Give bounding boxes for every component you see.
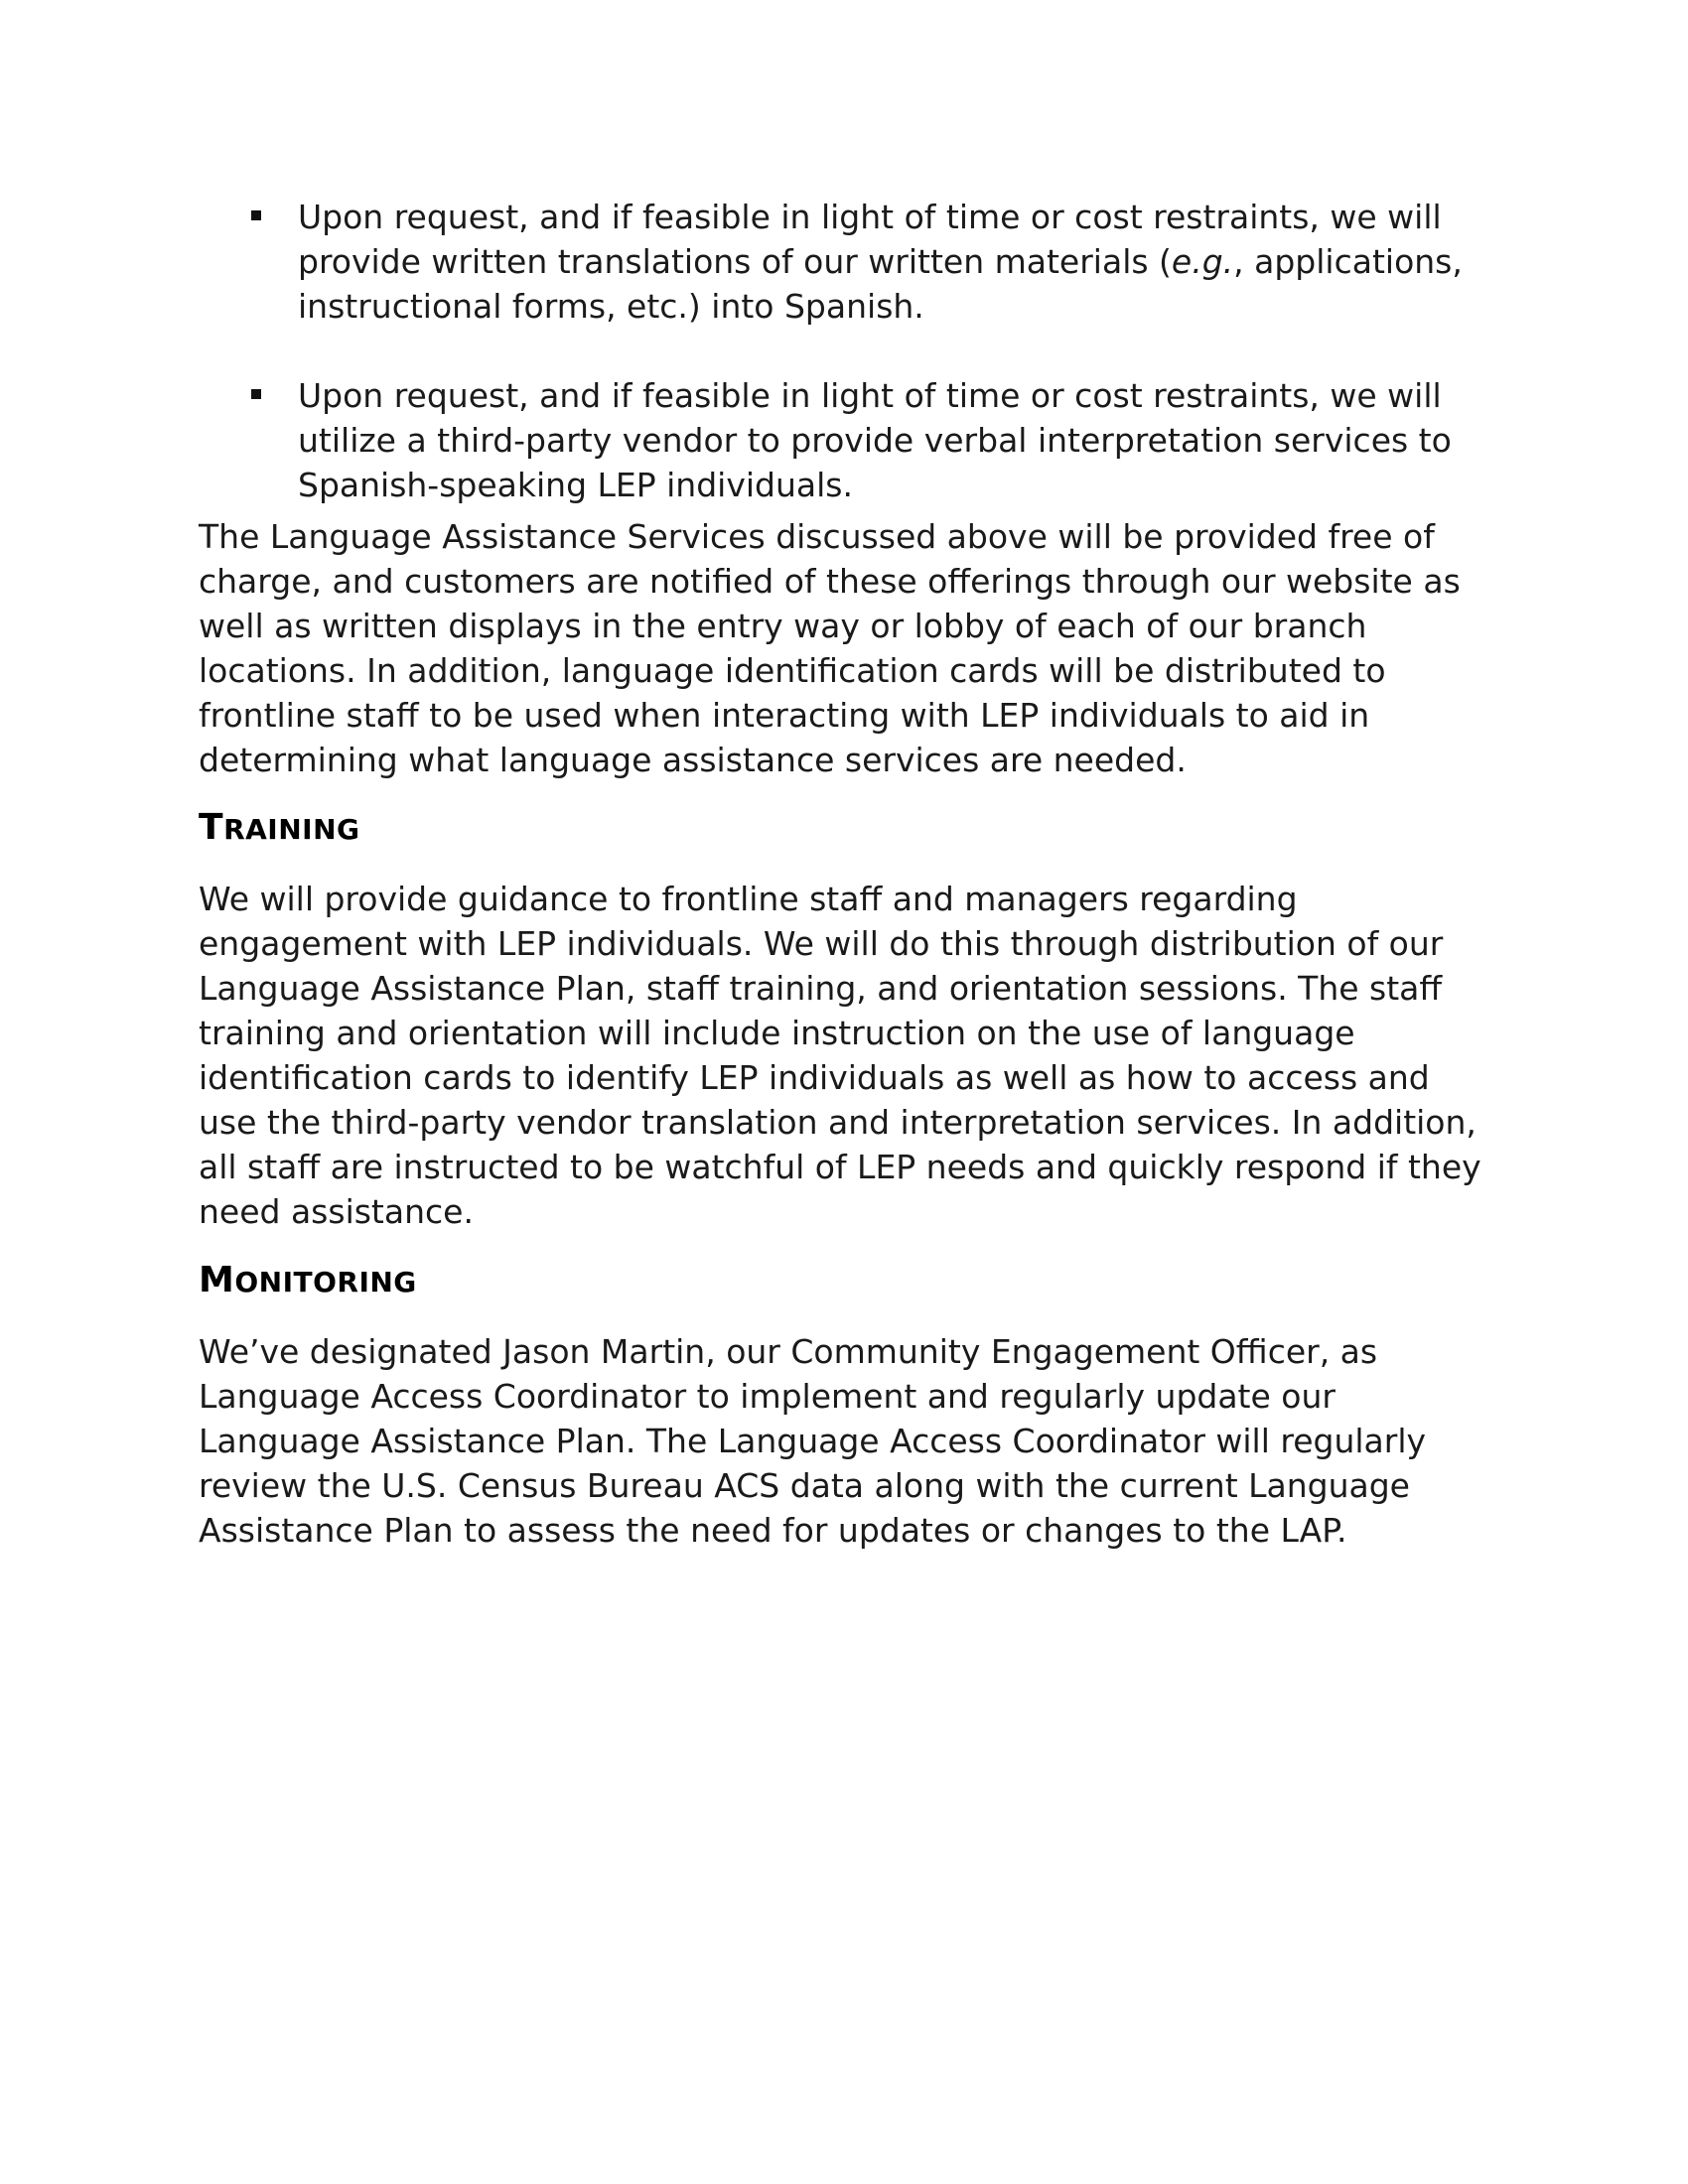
monitoring-heading-initial: M bbox=[199, 1260, 235, 1300]
document-page bbox=[199, 195, 1489, 1553]
square-bullet-icon bbox=[251, 210, 261, 220]
list-item-verbal-interpretation bbox=[199, 373, 1489, 507]
monitoring-heading bbox=[199, 1258, 1489, 1306]
language-services-list bbox=[199, 195, 1489, 507]
bullet-emphasis: e.g. bbox=[1171, 242, 1234, 281]
training-heading bbox=[199, 805, 1489, 854]
bullet-text-before: Upon request, and if feasible in light of time or cost restraints, we will provide written translations of our written materials ( bbox=[298, 198, 1442, 281]
bullet-text-after: , applications, instructional forms, etc.) into Spanish. bbox=[298, 242, 1463, 326]
monitoring-paragraph: We’ve designated Jason Martin, our Community Engagement Officer, as Language Access Coordinator to implement and regularly update our Language Assistance Plan. The Language Access Coordinator will regularly review the U.S. Census Bureau ACS data along with the current Language Assistance Plan to assess the need for updates or changes to the LAP. bbox=[199, 1332, 1427, 1550]
training-heading-initial: T bbox=[199, 807, 224, 848]
square-bullet-icon bbox=[251, 389, 261, 399]
training-paragraph: We will provide guidance to frontline staff and managers regarding engagement with LEP individuals. We will do this through distribution of our Language Assistance Plan, staff training, and orientation sessions. The staff training and orientation will include instruction on the use of language identification cards to identify LEP individuals as well as how to access and use the third-party vendor translation and interpretation services. In addition, all staff are instructed to be watchful of LEP needs and quickly respond if they need assistance. bbox=[199, 880, 1481, 1231]
training-heading-rest: RAINING bbox=[223, 813, 360, 846]
bullet-text: Upon request, and if feasible in light of time or cost restraints, we will utilize a third-party vendor to provide verbal interpretation services to Spanish-speaking LEP individuals. bbox=[298, 376, 1452, 504]
services-paragraph: The Language Assistance Services discussed above will be provided free of charge, and customers are notified of these offerings through our website as well as written displays in the entry way or lobby of each of our branch locations. In addition, language identification cards will be distributed to frontline staff to be used when interacting with LEP individuals to aid in determining what language assistance services are needed. bbox=[199, 517, 1461, 779]
list-item-written-translations bbox=[199, 195, 1489, 329]
monitoring-heading-rest: ONITORING bbox=[234, 1266, 417, 1298]
